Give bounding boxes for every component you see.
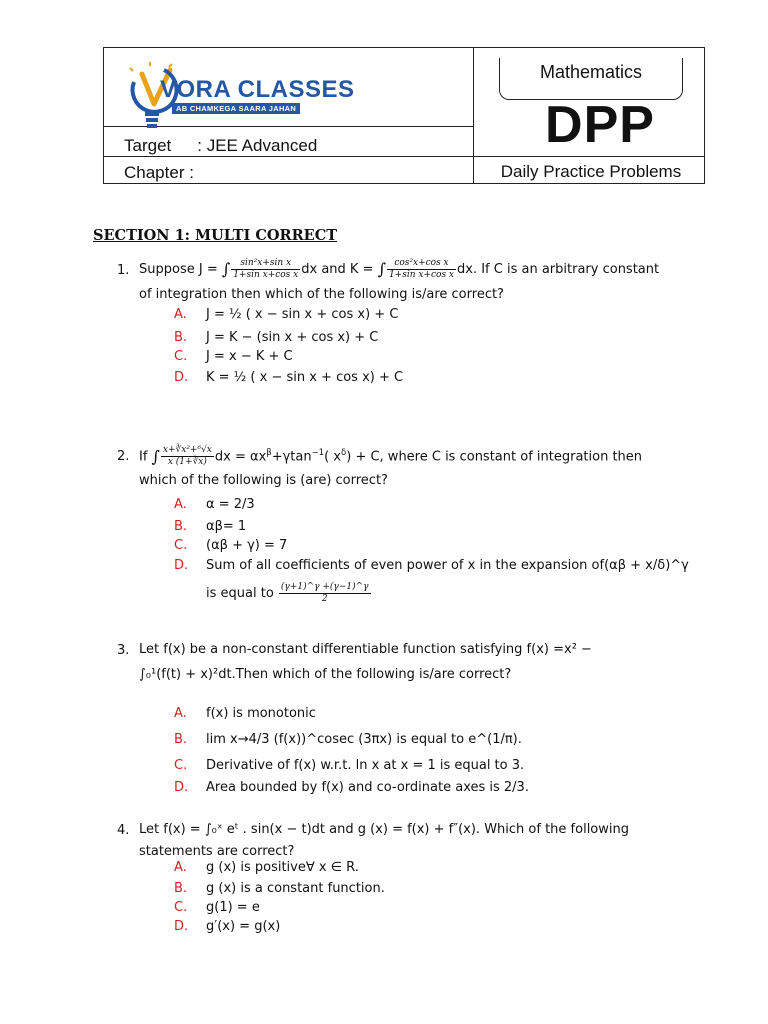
question-stem-line2: which of the following is (are) correct? (139, 473, 388, 488)
dpp-subtitle: Daily Practice Problems (500, 162, 682, 181)
question-stem-line2: statements are correct? (139, 844, 295, 859)
fraction-k: $\frac{\text{cos²x+cos x}}{\text{1+sin x+cos x}}$ (388, 258, 455, 280)
brand-tagline: AB CHAMKEGA SAARA JAHAN (172, 103, 300, 114)
header-box (103, 47, 705, 184)
option-c: C. g(1) = e (174, 900, 260, 915)
question-stem: Let f(x) be a non-constant differentiable function satisfying f(x) =x² − (139, 642, 592, 657)
question-number: 4. (117, 823, 130, 838)
option-b: B. J = K − (sin x + cos x) + C (174, 330, 379, 345)
option-a: A. J = ½ ( x − sin x + cos x) + C (174, 307, 399, 322)
option-d: D. K = ½ ( x − sin x + cos x) + C (174, 370, 404, 385)
option-b: B. g (x) is a constant function. (174, 881, 385, 896)
option-a: A. f(x) is monotonic (174, 706, 316, 721)
question-stem: If ∫ $\frac{\text{x+∛x²+⁶√x}}{x (1+∛x)}$ dx = $\alpha x^\beta+\gamma\tan^{-1}$( $x^\delta) + C$, where C is constant of integration then (139, 445, 643, 468)
section-title: SECTION 1: MULTI CORRECT (93, 227, 338, 244)
option-c: C. J = x − K + C (174, 349, 293, 364)
option-c: C. Derivative of f(x) w.r.t. ln x at x = 1 is equal to 3. (174, 758, 525, 773)
brand-name: VORA CLASSES (160, 76, 355, 103)
option-a: A. α = 2/3 (174, 497, 255, 512)
question-stem-line2: of integration then which of the following is/are correct? (139, 287, 504, 302)
option-c: C. (αβ + γ) = 7 (174, 538, 288, 553)
fraction-integrand: $\frac{\text{x+∛x²+⁶√x}}{x (1+∛x)}$ (162, 445, 212, 468)
target-value: : JEE Advanced (197, 136, 318, 155)
option-a: A. g (x) is positive∀ x ∈ R. (174, 860, 359, 875)
chapter-label: Chapter : (124, 163, 194, 182)
option-b: B. αβ= 1 (174, 519, 247, 534)
question-number: 3. (117, 643, 130, 658)
question-stem: Suppose J = ∫ $\frac{\text{sin²x+sin x}}{\text{1+sin x+cos x}}$ dx and K = ∫ $\frac{\text{cos²x+cos x}}{\text{1+sin x+cos x}}$ dx. If C is an arbitrary constant (139, 258, 660, 280)
question-stem-line2: ∫₀¹(f(t) + x)²dt.Then which of the following is/are correct? (139, 667, 512, 682)
header-divider-chapter (104, 156, 473, 157)
header-divider-vertical (473, 48, 474, 183)
header-divider-dpp (473, 156, 704, 157)
target-row (124, 136, 317, 156)
dpp-title: DPP (545, 96, 655, 154)
option-b: B. lim x→4/3 (f(x))^cosec (3πx) is equal to e^(1/π). (174, 732, 522, 747)
option-d-continuation: is equal to $\frac{(\gamma+1)\^{}\gamma +(\gamma-1)\^{}\gamma}{2}$ (206, 582, 369, 604)
question-number: 1. (117, 263, 130, 278)
option-d: D. Area bounded by f(x) and co-ordinate axes is 2/3. (174, 780, 529, 795)
question-stem: Let f(x) = ∫₀ˣ eᵗ . sin(x − t)dt and g (x) = f(x) + f″(x). Which of the following (139, 822, 629, 837)
fraction-j: $\frac{\text{sin²x+sin x}}{\text{1+sin x+cos x}}$ (233, 258, 299, 280)
target-label: Target (124, 136, 172, 155)
option-d: D. Sum of all coefficients of even power of x in the expansion of(αβ + x/δ)^γ (174, 558, 689, 573)
subject-tab: Mathematics (499, 58, 683, 100)
question-number: 2. (117, 449, 130, 464)
option-d: D. g′(x) = g(x) (174, 919, 281, 934)
